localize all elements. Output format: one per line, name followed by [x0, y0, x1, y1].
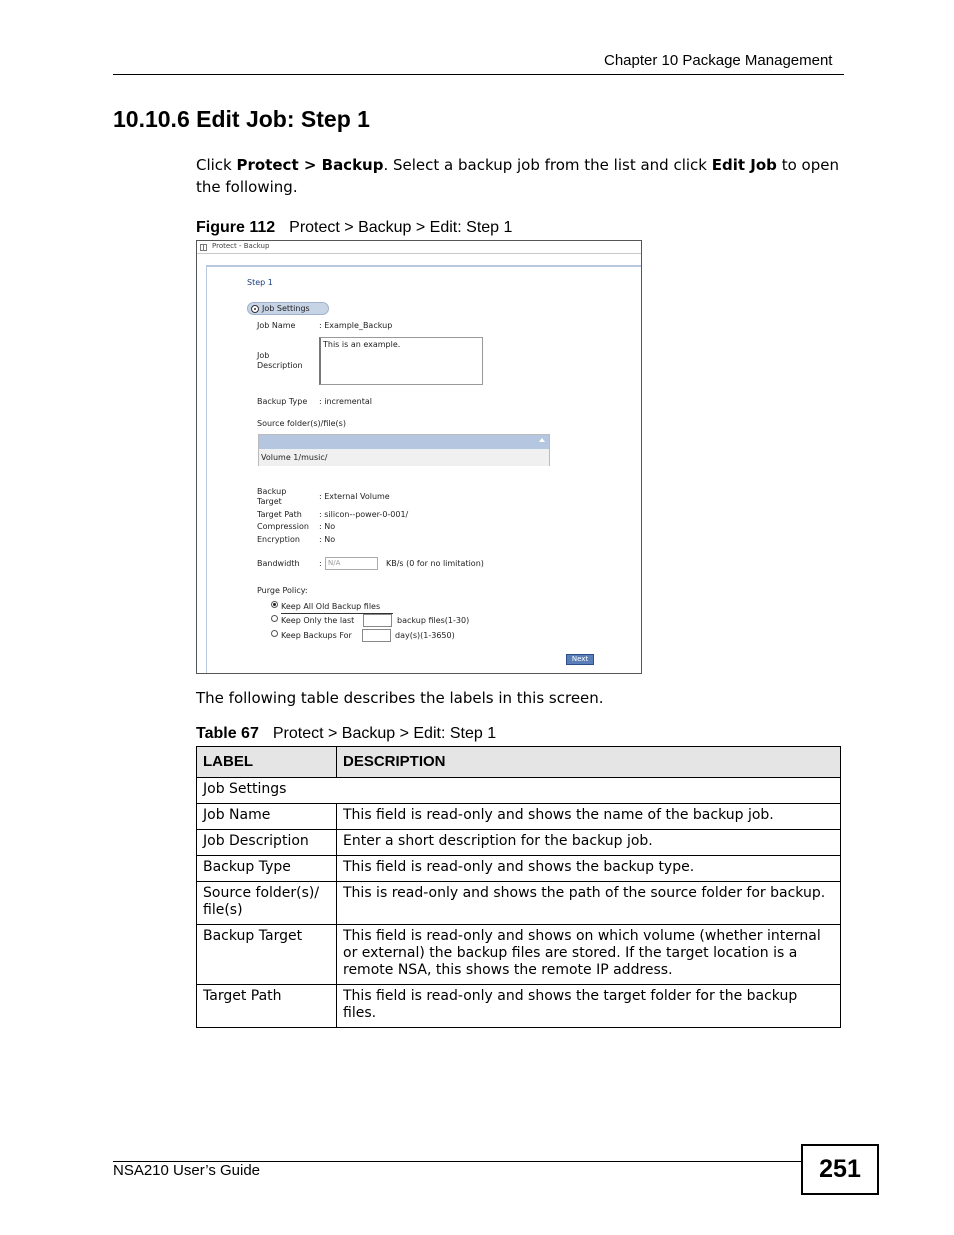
table-row [197, 925, 841, 985]
encryption-label: Encryption [257, 535, 300, 544]
header-description: DESCRIPTION [337, 747, 841, 778]
backup-target-value: : External Volume [319, 492, 390, 501]
purge-keep-all-radio[interactable] [271, 601, 278, 608]
backup-type-label: Backup Type [257, 397, 308, 406]
table-caption [196, 725, 496, 743]
intro-text-post: to open the following. [196, 156, 839, 196]
table-row [197, 985, 841, 1028]
table-header-row [197, 747, 841, 778]
pill-radio-icon [251, 305, 259, 313]
job-description-textarea[interactable]: This is an example. [319, 337, 483, 385]
table-title: Protect > Backup > Edit: Step 1 [272, 725, 497, 742]
target-path-label: Target Path [257, 510, 302, 519]
row-description: This field is read-only and shows the target folder for the backup files. [337, 985, 841, 1028]
compression-value: : No [319, 522, 336, 531]
intro-bold-edit-job: Edit Job [711, 156, 777, 174]
bandwidth-colon: : [319, 559, 322, 568]
backup-target-label-1: Backup [257, 487, 287, 496]
table-row [197, 882, 841, 925]
purge-keep-all-label: Keep All Old Backup files [281, 602, 381, 611]
section-row-cell: Job Settings [197, 778, 841, 804]
figure-title: Protect > Backup > Edit: Step 1 [289, 219, 513, 236]
intro-paragraph [196, 154, 841, 198]
bandwidth-label: Bandwidth [257, 559, 300, 568]
figure-caption [196, 219, 512, 237]
header-label: LABEL [197, 747, 337, 778]
row-label: Job Name [197, 804, 337, 830]
table-row [197, 804, 841, 830]
job-name-label: Job Name [257, 321, 296, 330]
sort-up-icon[interactable] [539, 438, 545, 442]
table-row [197, 830, 841, 856]
job-description-label-2: Description [257, 361, 303, 370]
row-label: Target Path [197, 985, 337, 1028]
purge-keep-last-suffix: backup files(1-30) [397, 616, 470, 625]
compression-label: Compression [257, 522, 309, 531]
job-description-label-1: Job [257, 351, 270, 360]
job-name-value: : Example_Backup [319, 321, 393, 330]
row-description: Enter a short description for the backup job. [337, 830, 841, 856]
purge-keep-days-suffix: day(s)(1-3650) [395, 631, 455, 640]
page-number: 251 [801, 1144, 879, 1195]
encryption-value: : No [319, 535, 336, 544]
bandwidth-input[interactable]: N/A [325, 557, 378, 570]
section-title: 10.10.6 Edit Job: Step 1 [113, 106, 370, 132]
row-description: This field is read-only and shows the name of the backup job. [337, 804, 841, 830]
purge-keep-last-radio[interactable] [271, 615, 278, 622]
screenshot-breadcrumb: Protect - Backup [212, 242, 270, 250]
header-rule [113, 74, 844, 75]
intro-text-mid: . Select a backup job from the list and click [383, 156, 712, 174]
purge-keep-days-input[interactable] [362, 629, 391, 642]
next-button[interactable]: Next [566, 654, 594, 665]
table-section-row [197, 778, 841, 804]
row-description: This field is read-only and shows the backup type. [337, 856, 841, 882]
bandwidth-hint: KB/s (0 for no limitation) [386, 559, 484, 568]
following-text: The following table describes the labels in this screen. [196, 689, 604, 707]
row-label: Backup Target [197, 925, 337, 985]
source-list-row[interactable]: Volume 1/music/ [259, 449, 549, 466]
purge-keep-days-label: Keep Backups For [281, 631, 352, 640]
intro-text-pre: Click [196, 156, 237, 174]
job-settings-pill[interactable] [247, 302, 329, 315]
row-description: This field is read-only and shows on which volume (whether internal or external) the backup files are stored. If the target location is a remote NSA, this shows the remote IP address. [337, 925, 841, 985]
table-row [197, 856, 841, 882]
row-description: This is read-only and shows the path of the source folder for backup. [337, 882, 841, 925]
backup-type-value: : incremental [319, 397, 373, 406]
source-folder-label: Source folder(s)/file(s) [257, 419, 346, 428]
source-list-header [259, 435, 549, 449]
footer-guide-title: NSA210 User’s Guide [113, 1162, 261, 1179]
source-folder-list[interactable] [258, 434, 550, 466]
figure-label: Figure 112 [196, 219, 276, 236]
screenshot-titlebar [197, 241, 641, 254]
purge-policy-label: Purge Policy: [257, 586, 308, 595]
purge-keep-last-label: Keep Only the last [281, 616, 355, 625]
purge-keep-days-radio[interactable] [271, 630, 278, 637]
backup-target-label-2: Target [257, 497, 282, 506]
row-label: Source folder(s)/ file(s) [197, 882, 337, 925]
table-label: Table 67 [196, 725, 259, 742]
screenshot-figure [196, 240, 642, 674]
chapter-header: Chapter 10 Package Management [604, 52, 833, 69]
step-label: Step 1 [247, 278, 273, 287]
job-settings-label: Job Settings [262, 304, 310, 313]
intro-bold-menu: Protect > Backup [236, 156, 384, 174]
row-label: Backup Type [197, 856, 337, 882]
row-label: Job Description [197, 830, 337, 856]
target-path-value: : silicon--power-0-001/ [319, 510, 409, 519]
menu-grid-icon [200, 244, 207, 251]
description-table [196, 746, 841, 1028]
purge-keep-last-input[interactable] [363, 614, 392, 627]
